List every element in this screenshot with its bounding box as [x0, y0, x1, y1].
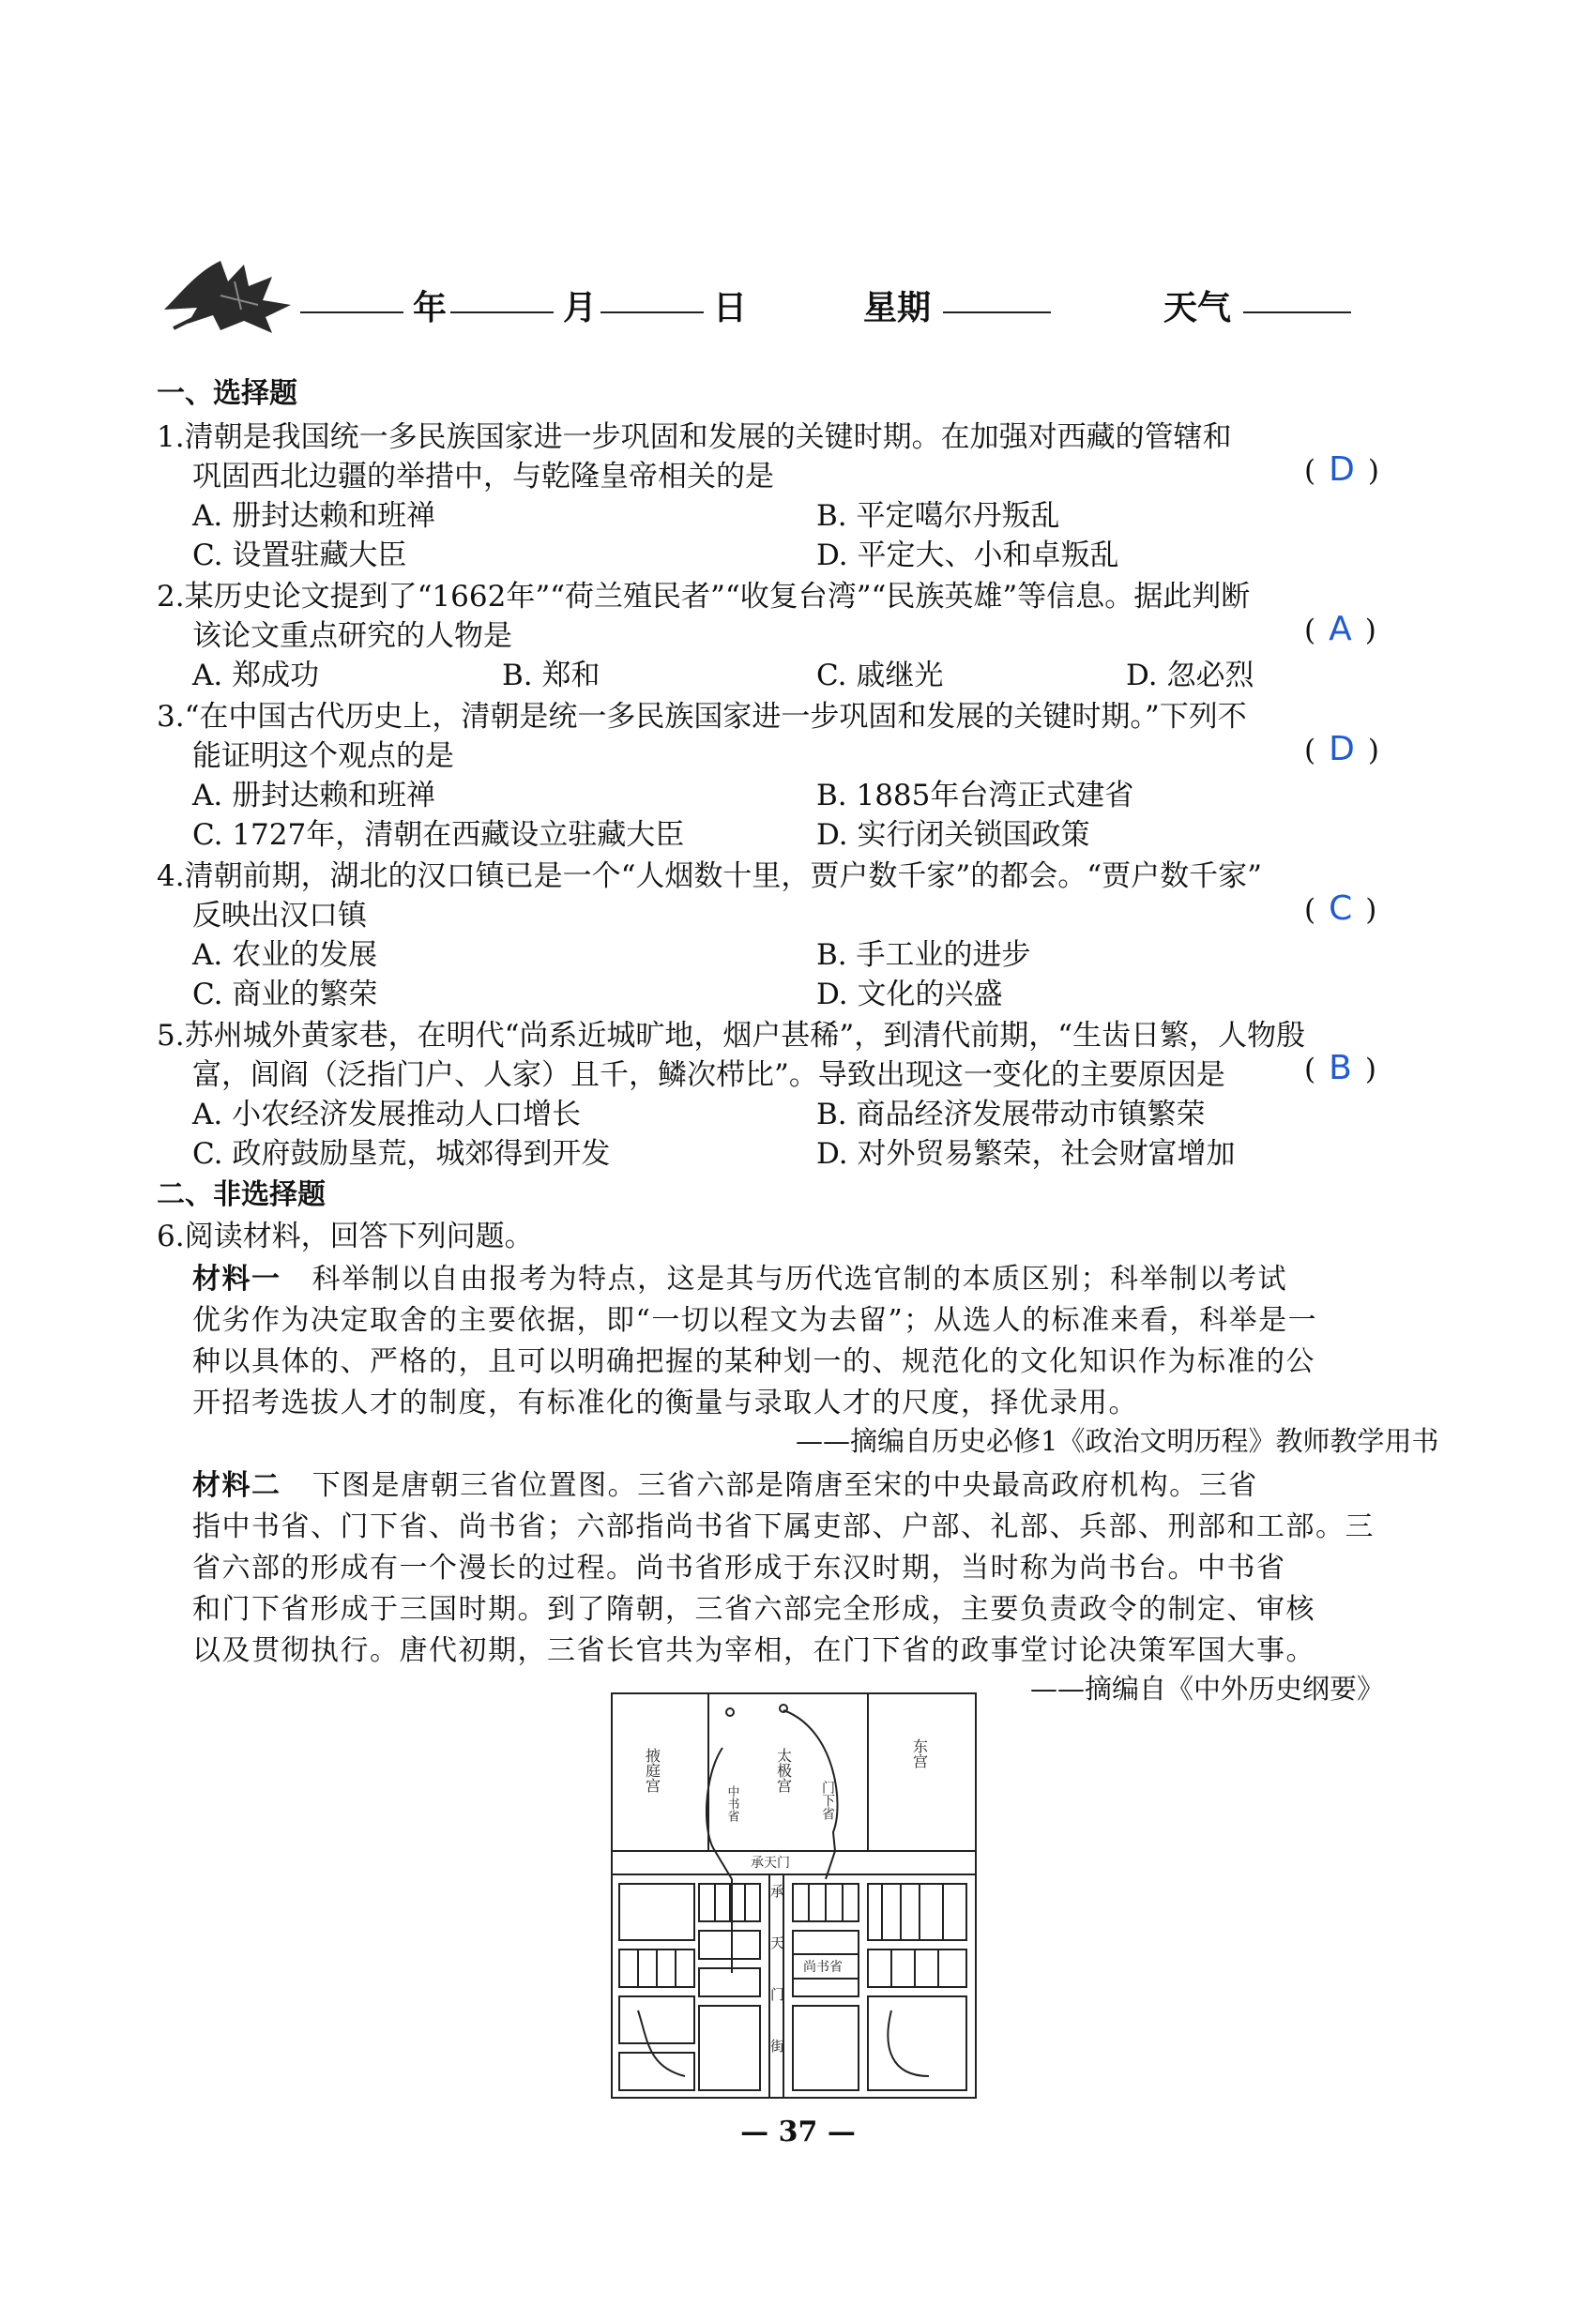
q3-answer-letter: D: [1329, 730, 1355, 768]
map-label-street: 承天门街: [768, 1884, 785, 2090]
month-blank[interactable]: [450, 311, 554, 313]
map-label-zhongshu: 中书省: [724, 1785, 739, 1822]
map-label-right-palace: 东宫: [910, 1738, 929, 1768]
material-1-line: 开招考选拔人才的制度，有标准化的衡量与录取人才的尺度，择优录用。: [192, 1387, 1138, 1419]
q4-answer: ( C ): [1304, 889, 1377, 928]
date-header: [155, 253, 1375, 338]
q2-stem-line: 2.某历史论文提到了“1662年”“荷兰殖民者”“收复台湾”“民族英雄”等信息。据此判断: [157, 580, 1251, 614]
q5-option-d: D. 对外贸易繁荣，社会财富增加: [816, 1137, 1236, 1171]
q1-option-b: B. 平定噶尔丹叛乱: [816, 499, 1060, 533]
q4-option-b: B. 手工业的进步: [816, 938, 1031, 972]
q3-answer: ( D ): [1304, 730, 1379, 768]
material-1-line: 种以具体的、严格的，且可以明确把握的某种划一的、规范化的文化知识作为标准的公: [192, 1345, 1315, 1378]
q1-stem-line: 1.清朝是我国统一多民族国家进一步巩固和发展的关键时期。在加强对西藏的管辖和: [157, 420, 1232, 454]
weekday-blank[interactable]: [943, 311, 1051, 313]
material-2-label: 材料二: [192, 1469, 281, 1502]
q5-answer-letter: B: [1329, 1049, 1352, 1087]
q5-answer: ( B ): [1304, 1049, 1376, 1087]
q1-option-c: C. 设置驻藏大臣: [192, 539, 407, 572]
q2-option-d: D. 忽必烈: [1126, 659, 1254, 692]
q3-stem-line: 3.“在中国古代历史上，清朝是统一多民族国家进一步巩固和发展的关键时期。”下列不: [157, 700, 1247, 734]
q4-option-d: D. 文化的兴盛: [816, 978, 1003, 1011]
material-2-line: 省六部的形成有一个漫长的过程。尚书省形成于东汉时期，当时称为尚书台。中书省: [192, 1552, 1286, 1585]
q3-option-d: D. 实行闭关锁国政策: [816, 818, 1090, 852]
map-label-shangshu: 尚书省: [803, 1960, 843, 1975]
map-label-center-palace: 太极宫: [774, 1748, 793, 1793]
q5-option-a: A. 小农经济发展推动人口增长: [192, 1098, 582, 1131]
q2-answer: ( A ): [1304, 610, 1376, 648]
q5-stem-line: 富，闾阎（泛指门户、人家）且千，鳞次栉比”。导致出现这一变化的主要原因是: [192, 1058, 1225, 1092]
material-2-line: 以及贯彻执行。唐代初期，三省长官共为宰相，在门下省的政事堂讨论决策军国大事。: [192, 1634, 1315, 1667]
weather-blank[interactable]: [1243, 311, 1351, 313]
section-title-choice: 一、选择题: [157, 377, 297, 410]
map-label-left-palace: 掖庭宫: [643, 1748, 661, 1793]
q6-intro: 6.阅读材料，回答下列问题。: [157, 1220, 534, 1253]
q3-option-a: A. 册封达赖和班禅: [192, 779, 436, 812]
q2-stem-line: 该论文重点研究的人物是: [192, 619, 512, 653]
q1-answer-letter: D: [1329, 450, 1355, 489]
q2-option-b: B. 郑和: [502, 659, 600, 692]
material-1-source: ——摘编自历史必修1《政治文明历程》教师教学用书: [796, 1425, 1439, 1457]
material-1-label: 材料一: [192, 1263, 281, 1296]
q2-option-c: C. 戚继光: [816, 659, 944, 692]
material-2-line: 材料二 下图是唐朝三省位置图。三省六部是隋唐至宋的中央最高政府机构。三省: [192, 1469, 1258, 1502]
q4-stem-line: 反映出汉口镇: [192, 899, 367, 933]
q4-answer-letter: C: [1329, 889, 1353, 928]
q1-answer: ( D ): [1304, 450, 1379, 489]
maple-leaf-icon: [155, 253, 305, 338]
q2-answer-letter: A: [1329, 610, 1352, 648]
map-label-menxia: 门下省: [820, 1781, 835, 1820]
page-number: — 37 —: [740, 2116, 856, 2148]
q5-stem-line: 5.苏州城外黄家巷，在明代“尚系近城旷地，烟户甚稀”，到清代前期，“生齿日繁，人物殷: [157, 1019, 1306, 1053]
tang-three-departments-map: [610, 1692, 978, 2100]
material-1-line: 材料一 科举制以自由报考为特点，这是其与历代选官制的本质区别；科举制以考试: [192, 1263, 1288, 1296]
day-blank[interactable]: [600, 311, 704, 313]
q3-option-b: B. 1885年台湾正式建省: [816, 779, 1134, 812]
q5-option-b: B. 商品经济发展带动市镇繁荣: [816, 1098, 1206, 1131]
q1-stem-line: 巩固西北边疆的举措中，与乾隆皇帝相关的是: [192, 460, 774, 493]
section-title-nonchoice: 二、非选择题: [157, 1178, 326, 1211]
q1-option-d: D. 平定大、小和卓叛乱: [816, 539, 1119, 572]
material-1-line: 优劣作为决定取舍的主要依据，即“一切以程文为去留”；从选人的标准来看，科举是一: [192, 1304, 1318, 1337]
q3-option-c: C. 1727年，清朝在西藏设立驻藏大臣: [192, 818, 685, 852]
q4-option-c: C. 商业的繁荣: [192, 978, 378, 1011]
weekday-label: 星期: [863, 289, 932, 327]
q4-stem-line: 4.清朝前期，湖北的汉口镇已是一个“人烟数十里，贾户数千家”的都会。“贾户数千家”: [157, 859, 1262, 893]
q2-option-a: A. 郑成功: [192, 659, 320, 692]
year-blank[interactable]: [300, 311, 403, 313]
q4-option-a: A. 农业的发展: [192, 938, 378, 972]
material-2-line: 指中书省、门下省、尚书省；六部指尚书省下属吏部、户部、礼部、兵部、刑部和工部。三: [192, 1510, 1375, 1543]
q1-option-a: A. 册封达赖和班禅: [192, 499, 436, 533]
month-label: 月: [563, 289, 598, 327]
q3-stem-line: 能证明这个观点的是: [192, 739, 454, 773]
year-label: 年: [413, 289, 448, 327]
q5-option-c: C. 政府鼓励垦荒，城郊得到开发: [192, 1137, 611, 1171]
weather-label: 天气: [1163, 289, 1232, 327]
material-2-source: ——摘编自《中外历史纲要》: [1030, 1673, 1385, 1705]
map-label-gate: 承天门: [751, 1856, 790, 1871]
material-2-line: 和门下省形成于三国时期。到了隋朝，三省六部完全形成，主要负责政令的制定、审核: [192, 1593, 1315, 1626]
day-label: 日: [713, 289, 748, 327]
